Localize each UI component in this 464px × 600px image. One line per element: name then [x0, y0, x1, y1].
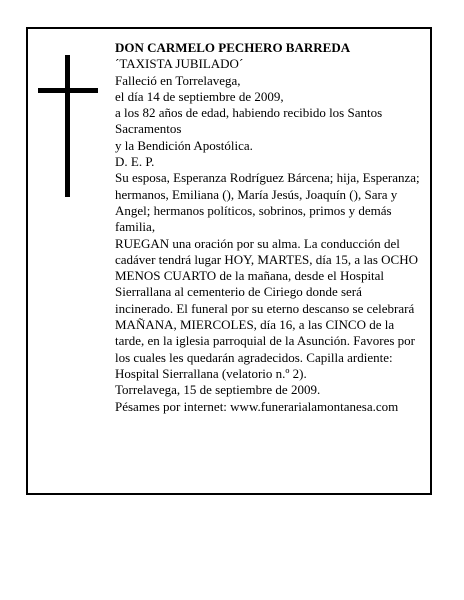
- condolences-web: Pésames por internet: www.funerarialamontanesa.com: [115, 398, 399, 414]
- deceased-profession: ´TAXISTA JUBILADO´: [115, 56, 244, 72]
- rip: D. E. P.: [115, 154, 155, 170]
- cross-vertical-bar: [65, 55, 70, 197]
- death-date: el día 14 de septiembre de 2009,: [115, 88, 284, 104]
- cross-horizontal-bar: [38, 88, 98, 93]
- deceased-name: DON CARMELO PECHERO BARREDA: [115, 40, 351, 55]
- age-sacraments: a los 82 años de edad, habiendo recibido los Santos Sacramentos: [115, 105, 383, 137]
- blessing: y la Bendición Apostólica.: [115, 137, 253, 153]
- place-date: Torrelavega, 15 de septiembre de 2009.: [115, 382, 321, 398]
- cross-icon: [38, 55, 98, 197]
- family-list: Su esposa, Esperanza Rodríguez Bárcena; hija, Esperanza; hermanos, Emiliana (), María Jesús, Joaquín (), Sara y Angel; hermanos políticos, sobrinos, primos y demás familia,: [115, 170, 420, 235]
- obituary-text: [115, 40, 423, 415]
- death-place: Falleció en Torrelavega,: [115, 72, 241, 88]
- funeral-details: RUEGAN una oración por su alma. La conducción del cadáver tendrá lugar HOY, MARTES, día 15, a las OCHO MENOS CUARTO de la mañana, desde el Hospital Sierrallana al cementerio de Ciriego donde será incinerado. El funeral por su eterno descanso se celebrará MAÑANA, MIERCOLES, día 16, a las CINCO de la tarde, en la iglesia parroquial de la Asunción. Favores por los cuales les quedarán agradecidos. Capilla ardiente: Hospital Sierrallana (velatorio n.º 2).: [115, 235, 418, 381]
